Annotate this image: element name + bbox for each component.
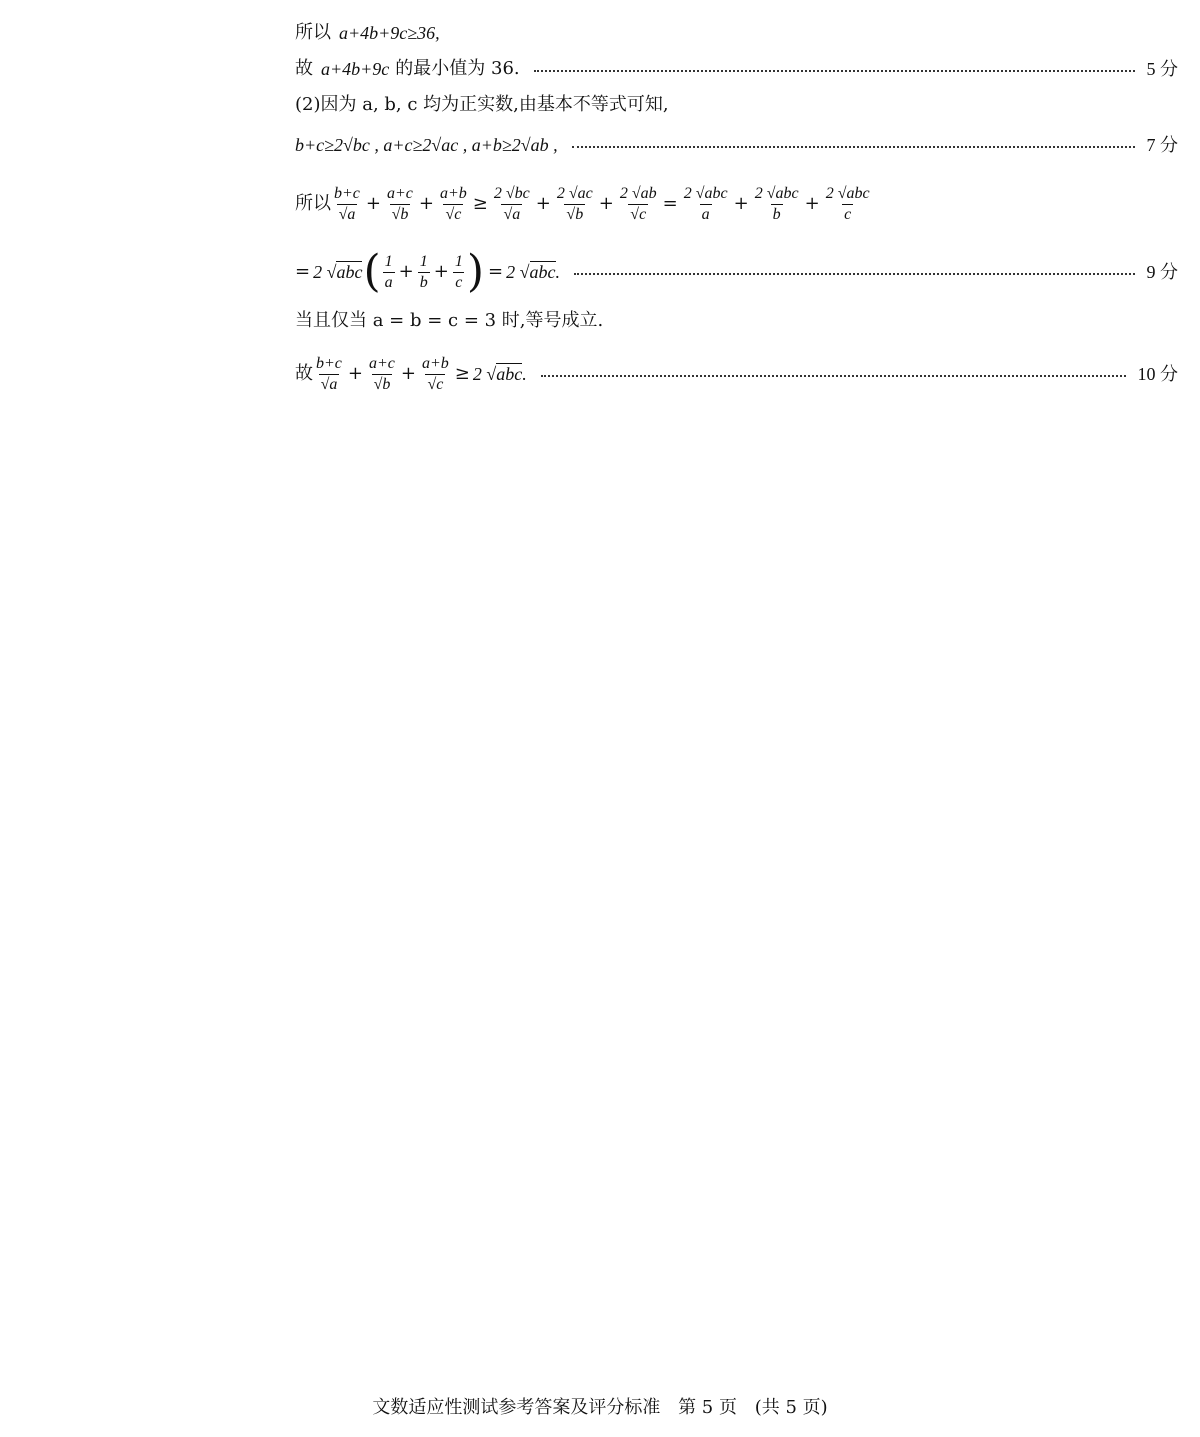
fraction: $\frac{2 √ab}{√c}$: [619, 184, 657, 223]
fraction: $\frac{\text{2 √abc}}{b}$: [754, 184, 799, 223]
score-7: 7 分: [1146, 135, 1178, 155]
line-7: [295, 310, 1178, 332]
fraction: $\frac{a+c}{√b}$: [387, 184, 413, 223]
score-5: 5 分: [1146, 59, 1178, 79]
line-2: [295, 58, 1178, 80]
fraction: $\frac{a+b}{√c}$: [422, 354, 449, 393]
line-1-expr: a+4b+9c≥36,: [339, 23, 440, 43]
leader-dots: [572, 146, 1135, 148]
fraction: $\frac{a+c}{√b}$: [369, 354, 395, 393]
score-9: 9 分: [1146, 262, 1178, 282]
score-10: 10 分: [1137, 364, 1178, 384]
line-3: [295, 94, 1178, 116]
footer-total: (共 5 页): [754, 1397, 828, 1418]
fraction: $\frac{b+c}{√a}$: [316, 354, 342, 393]
fraction: $\frac{1}{a}$: [384, 252, 393, 291]
line-4: [295, 134, 1178, 156]
fraction: $\frac{b+c}{√a}$: [334, 184, 360, 223]
leader-dots: [541, 375, 1126, 377]
line-6: = 2 √abc ( $\frac{1}{a}$ + $\frac{1}{b}$ + $\frac{1}{c}$ ) = 2 √abc. 9 分: [295, 246, 1178, 297]
fraction: $\frac{\text{2 √abc}}{a}$: [683, 184, 728, 223]
line-8-prefix: 故: [295, 363, 313, 384]
line-1: [295, 22, 1178, 44]
leader-dots: [574, 273, 1135, 275]
line-8: 故 $\frac{b+c}{√a}$ + $\frac{a+c}{√b}$ + $\frac{a+b}{√c}$ ≥ 2 √abc. 10 分: [295, 354, 1178, 393]
line-5-prefix: 所以: [295, 193, 331, 214]
leader-dots: [534, 70, 1135, 72]
line-4-expr: b+c≥2√bc , a+c≥2√ac , a+b≥2√ab ,: [295, 135, 558, 155]
line-2-prefix: 故: [295, 58, 313, 79]
fraction: $\frac{a+b}{√c}$: [440, 184, 467, 223]
fraction: $\frac{2 √bc}{√a}$: [493, 184, 530, 223]
fraction: $\frac{1}{c}$: [454, 252, 463, 291]
line-2-expr: a+4b+9c: [321, 59, 390, 79]
footer-page: 第 5 页: [678, 1397, 737, 1418]
line-2-text: 的最小值为 36.: [395, 58, 520, 79]
fraction: $\frac{\text{2 √abc}}{c}$: [825, 184, 870, 223]
line-7-text: 当且仅当 a = b = c = 3 时,等号成立.: [295, 310, 604, 331]
page-footer: [0, 1393, 1200, 1419]
fraction: $\frac{2 √ac}{√b}$: [556, 184, 593, 223]
line-5: 所以 $\frac{b+c}{√a}$ + $\frac{a+c}{√b}$ + $\frac{a+b}{√c}$ ≥ $\frac{2 √bc}{√a}$ + $\frac{2 √ac}{√b}$ + $\frac{2 √ab}{√c}$ = $\frac{\text{2 √abc}}{a}$ + $\frac{\text{2 √abc}}{b}$ + $\frac{\text{2 √abc}}{c}$: [295, 184, 870, 223]
fraction: $\frac{1}{b}$: [419, 252, 428, 291]
line-1-prefix: 所以: [295, 22, 331, 43]
footer-title: 文数适应性测试参考答案及评分标准: [372, 1397, 661, 1418]
line-3-text: (2)因为 a, b, c 均为正实数,由基本不等式可知,: [295, 94, 669, 115]
